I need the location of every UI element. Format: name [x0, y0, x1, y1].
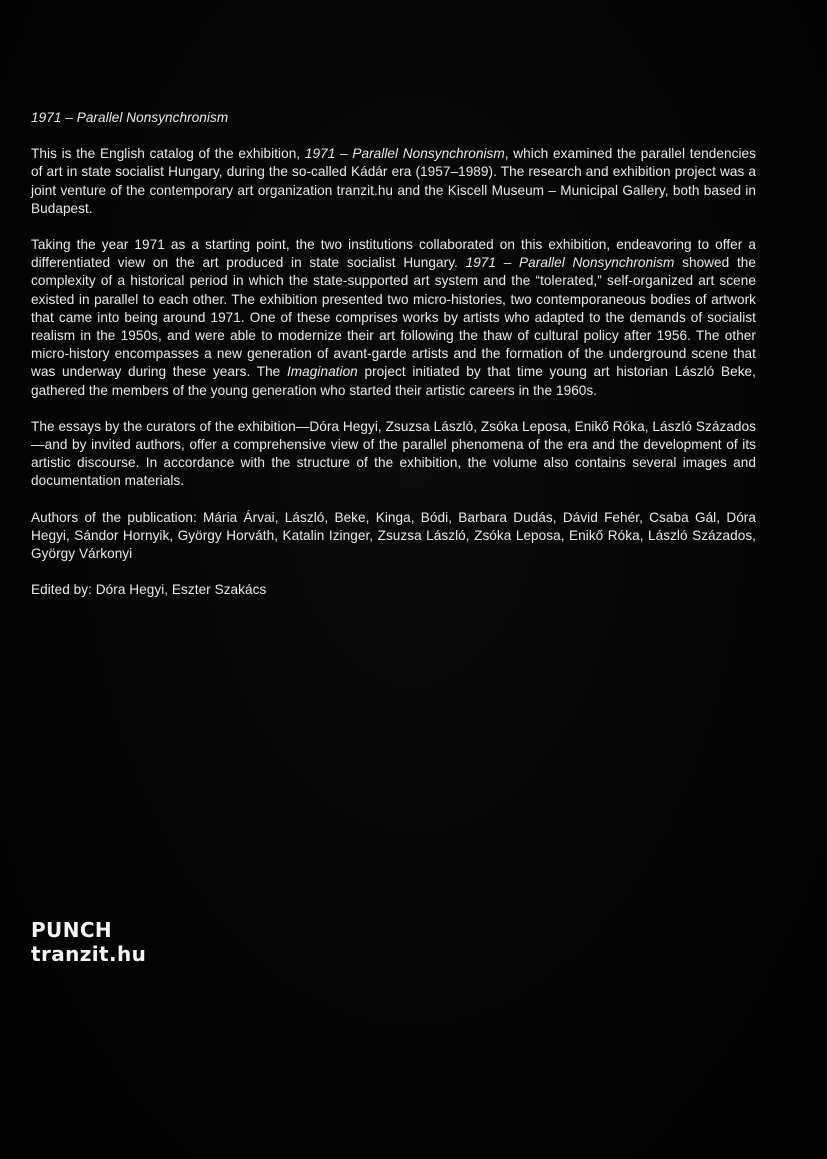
catalog-title: 1971 – Parallel Nonsynchronism — [31, 110, 229, 125]
context-title-ref: 1971 – Parallel Nonsynchronism — [465, 255, 675, 271]
context-text-a: Taking the year 1971 as a starting point, the two institutions collaborated on this exhibition, endeavoring to offer a differentiated view on the art produced in state socialist Hungary. — [31, 237, 756, 271]
intro-text-a: This is the English catalog of the exhibition, — [31, 146, 305, 162]
essays-paragraph: The essays by the curators of the exhibition—Dóra Hegyi, Zsuzsa László, Zsóka Leposa, Enikő Róka, László Százados—and by invited authors, offer a comprehensive view of the parallel phenomena of the era and the development of its artistic discourse. In accordance with the structure of the exhibition, the volume also contains several images and documentation materials. — [31, 418, 756, 489]
publisher-logos — [31, 918, 146, 966]
intro-title-ref: 1971 – Parallel Nonsynchronism — [304, 146, 505, 162]
intro-paragraph — [31, 145, 756, 218]
intro-text-b: , which examined the parallel tendencies of art in state socialist Hungary, during the so-called Kádár era (1957–1989). The research and exhibition project was a joint venture of the contemporary art organization tranzit.hu and the Kiscell Museum – Municipal Gallery, both based in Budapest. — [31, 146, 756, 216]
authors-paragraph: Authors of the publication: Mária Árvai, László, Beke, Kinga, Bódi, Barbara Dudás, Dávid Fehér, Csaba Gál, Dóra Hegyi, Sándor Hornyik, György Horváth, Katalin Izinger, Zsuzsa László, Zsóka Leposa, Enikő Róka, László Százados, György Várkonyi — [31, 509, 756, 562]
imagination-ref: Imagination — [286, 364, 358, 380]
context-text-c: project initiated by that time young art historian László Beke, gathered the members of the young generation who started their artistic careers in the 1960s. — [31, 364, 756, 398]
editors-line: Edited by: Dóra Hegyi, Eszter Szakács — [31, 582, 267, 598]
context-text-b: showed the complexity of a historical period in which the state-supported art system and the “tolerated,” self-organized art scene existed in parallel to each other. The exhibition presented two micro-histories, two contemporaneous bodies of artwork that came into being around 1971. One of these comprises works by artists who adapted to the demands of socialist realism in the 1950s, and were able to modernize their art following the thaw of cultural policy after 1956. The other micro-history encompasses a new generation of avant-garde artists and the formation of the underground scene that was underway during these years. The — [31, 255, 757, 380]
tranzit-logo: tranzit.hu — [31, 942, 147, 966]
punch-logo: PUNCH — [31, 918, 113, 942]
context-paragraph — [31, 236, 756, 400]
catalog-text — [31, 109, 756, 617]
